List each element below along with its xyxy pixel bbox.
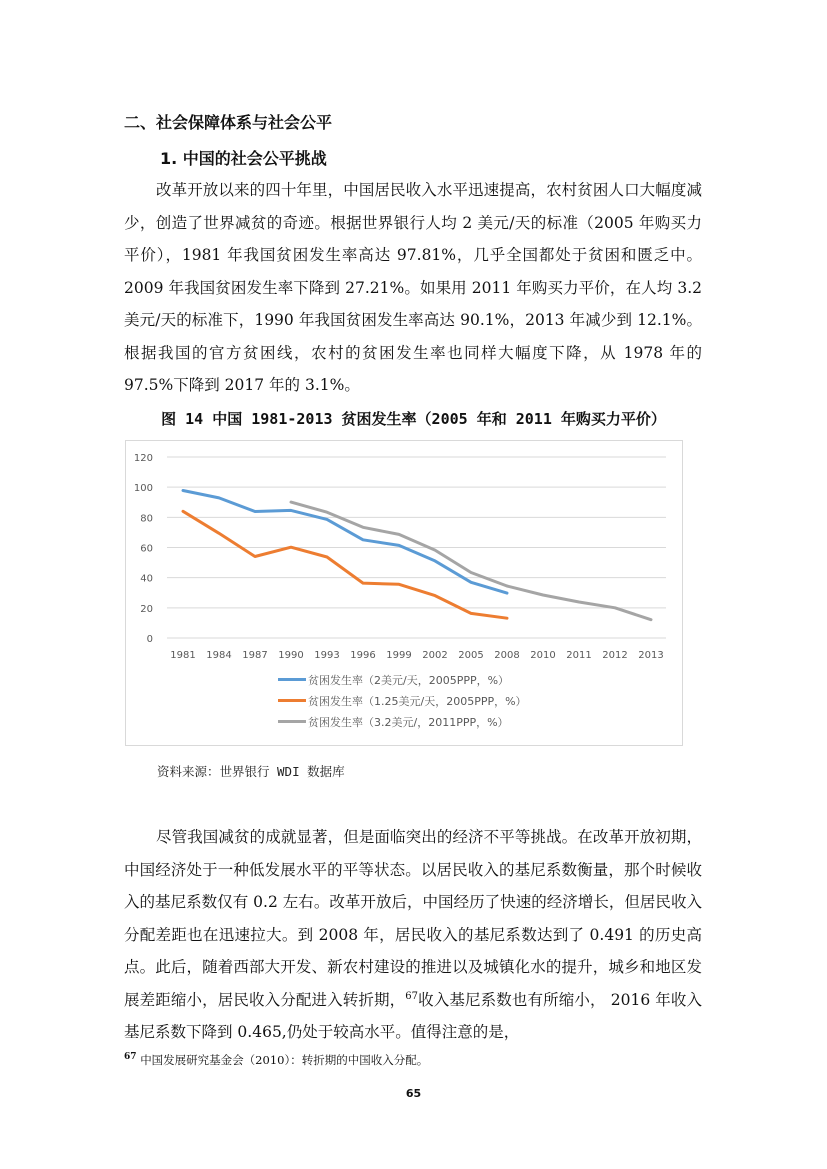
x-tick-label: 1987 xyxy=(242,650,268,661)
figure-title: 图 14 中国 1981-2013 贫困发生率（2005 年和 2011 年购买力平价） xyxy=(161,410,666,428)
footnote-mark: 67 xyxy=(124,1052,137,1063)
section-heading: 二、社会保障体系与社会公平 xyxy=(124,113,333,132)
footnote-text: 中国发展研究基金会（2010）：转折期的中国收入分配。 xyxy=(140,1053,429,1067)
series-line-2 xyxy=(291,502,651,620)
poverty-line-chart xyxy=(125,440,683,746)
x-tick-label: 2005 xyxy=(458,650,484,661)
legend-label: 贫困发生率（2美元/天，2005PPP，%） xyxy=(308,673,510,687)
x-tick-label: 2002 xyxy=(422,650,448,661)
legend-label: 贫困发生率（1.25美元/天，2005PPP，%） xyxy=(308,694,527,708)
figure-source: 资料来源：世界银行 WDI 数据库 xyxy=(157,764,345,779)
x-tick-label: 1993 xyxy=(314,650,340,661)
x-tick-label: 2008 xyxy=(494,650,520,661)
x-tick-label: 2012 xyxy=(602,650,628,661)
legend-item-2 xyxy=(278,711,527,732)
x-tick-label: 2010 xyxy=(530,650,556,661)
y-tick-label: 20 xyxy=(140,603,153,615)
x-tick-label: 1984 xyxy=(206,650,232,661)
y-tick-label: 0 xyxy=(146,634,153,645)
footnote xyxy=(124,1052,428,1068)
paragraph-inequality xyxy=(124,821,702,1049)
x-tick-label: 1990 xyxy=(278,650,304,661)
x-tick-label: 2011 xyxy=(566,650,592,661)
legend-label: 贫困发生率（3.2美元/，2011PPP，%） xyxy=(308,715,509,729)
legend-swatch-icon xyxy=(278,678,306,681)
legend-item-0 xyxy=(278,669,527,690)
y-tick-label: 100 xyxy=(133,483,153,495)
footnote-reference[interactable]: 67 xyxy=(405,990,419,1002)
y-tick-label: 120 xyxy=(133,453,153,464)
x-tick-label: 1996 xyxy=(350,650,376,661)
paragraph-text-1: 尽管我国减贫的成就显著，但是面临突出的经济不平等挑战。在改革开放初期，中国经济处于一种低发展水平的平等状态。以居民收入的基尼系数衡量，那个时候收入的基尼系数仅有 0.2 左右。改革开放后，中国经历了快速的经济增长，但居民收入分配差距也在迅速拉大。到 2008 年，居民收入的基尼系数达到了 0.491 的历史高点。此后，随着西部大开发、新农村建设的推进以及城镇化水的提升，城乡和地区发展差距缩小，居民收入分配进入转折期， xyxy=(124,828,702,1009)
x-tick-label: 1981 xyxy=(170,650,196,661)
chart-legend xyxy=(278,669,527,732)
y-tick-label: 40 xyxy=(140,573,153,585)
paragraph-text-2: 收入基尼系数也有所缩小， 2016 年收入基尼系数下降到 0.465,仍处于较高水平。值得注意的是， xyxy=(124,990,702,1041)
legend-swatch-icon xyxy=(278,699,306,702)
page-number: 65 xyxy=(405,1087,422,1100)
legend-swatch-icon xyxy=(278,720,306,723)
y-tick-label: 80 xyxy=(140,513,153,525)
y-tick-label: 60 xyxy=(140,543,153,555)
subsection-heading: 1. 中国的社会公平挑战 xyxy=(160,149,327,168)
x-tick-label: 1999 xyxy=(386,650,412,661)
paragraph-poverty: 改革开放以来的四十年里，中国居民收入水平迅速提高，农村贫困人口大幅度减少，创造了世界减贫的奇迹。根据世界银行人均 2 美元/天的标准（2005 年购买力平价），1981 年我国贫困发生率高达 97.81%，几乎全国都处于贫困和匮乏中。2009 年我国贫困发生率下降到 27.21%。如果用 2011 年购买力平价，在人均 3.2 美元/天的标准下，1990 年我国贫困发生率高达 90.1%，2013 年减少到 12.1%。根据我国的官方贫困线，农村的贫困发生率也同样大幅度下降，从 1978 年的 97.5%下降到 2017 年的 3.1%。 xyxy=(124,181,702,394)
x-tick-label: 2013 xyxy=(638,650,664,661)
legend-item-1 xyxy=(278,690,527,711)
